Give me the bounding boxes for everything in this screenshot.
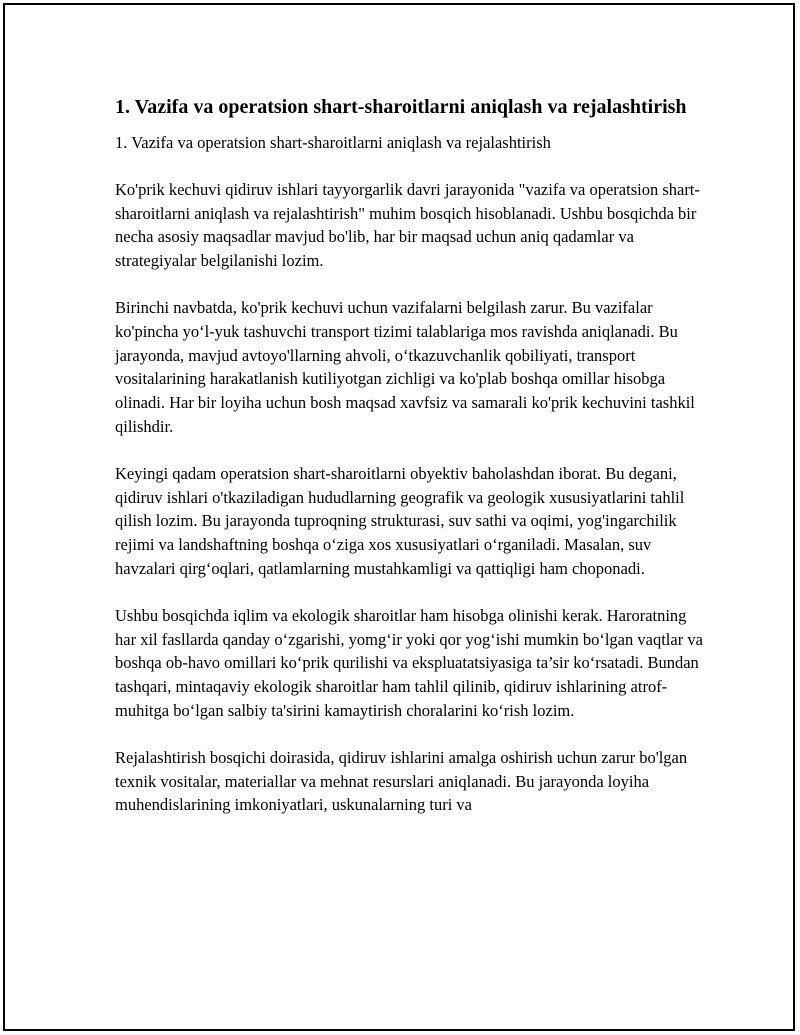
paragraph: Rejalashtirish bosqichi doirasida, qidiruv ishlarini amalga oshirish uchun zarur bo'lgan texnik vositalar, materiallar va mehnat resurslari aniqlanadi. Bu jarayonda loyiha muhendislarining imkoniyatlari, uskunalarning turi va bbox=[115, 747, 688, 815]
paragraph: Ushbu bosqichda iqlim va ekologik sharoitlar ham hisobga olinishi kerak. Haroratning har xil fasllarda qanday o‘zgarishi, yomg‘ir yoki qor yog‘ishi mumkin bo‘lgan vaqtlar va boshqa ob-havo omillari ko‘prik qurilishi va ekspluatatsiyasiga ta’sir ko‘rsatadi. Bundan tashqari, mintaqaviy ekologik sharoitlar ham tahlil qilinib, qidiruv ishlarining atrof-muhitga bo‘lgan salbiy ta'sirini kamaytirish choralarini ko‘rish lozim. bbox=[115, 605, 703, 720]
document-title: 1. Vazifa va operatsion shart-sharoitlarni aniqlash va rejalashtirish bbox=[115, 96, 687, 118]
paragraph: Birinchi navbatda, ko'prik kechuvi uchun vazifalarni belgilash zarur. Bu vazifalar ko'pincha yo‘l-yuk tashuvchi transport tizimi talablariga mos ravishda aniqlanadi. Bu jarayonda, mavjud avtoyo'llarning ahvoli, o‘tkazuvchanlik qobiliyati, transport vositalarining harakatlanish kutiliyotgan zichligi va ko'plab boshqa omillar hisobga olinadi. Har bir loyiha uchun bosh maqsad xavfsiz va samarali ko'prik kechuvini tashkil qilishdir. bbox=[115, 297, 695, 436]
paragraph: Ko'prik kechuvi qidiruv ishlari tayyorgarlik davri jarayonida "vazifa va operatsion shart-sharoitlarni aniqlash va rejalashtirish" muhim bosqich hisoblanadi. Ushbu bosqichda bir necha asosiy maqsadlar mavjud bo'lib, har bir maqsad uchun aniq qadamlar va strategiyalar belgilanishi lozim. bbox=[115, 179, 700, 271]
paragraph: Keyingi qadam operatsion shart-sharoitlarni obyektiv baholashdan iborat. Bu degani, qidiruv ishlari o'tkaziladigan hududlarning geografik va geologik xususiyatlarini tahlil qilish lozim. Bu jarayonda tuproqning strukturasi, suv sathi va oqimi, yog'ingarchilik rejimi va landshaftning boshqa o‘ziga xos xususiyatlari o‘rganiladi. Masalan, suv havzalari qirg‘oqlari, qatlamlarning mustahkamligi va qattiqligi ham choponadi. bbox=[115, 463, 685, 578]
document-subtitle: 1. Vazifa va operatsion shart-sharoitlarni aniqlash va rejalashtirish bbox=[115, 133, 551, 152]
document-body bbox=[115, 94, 705, 840]
